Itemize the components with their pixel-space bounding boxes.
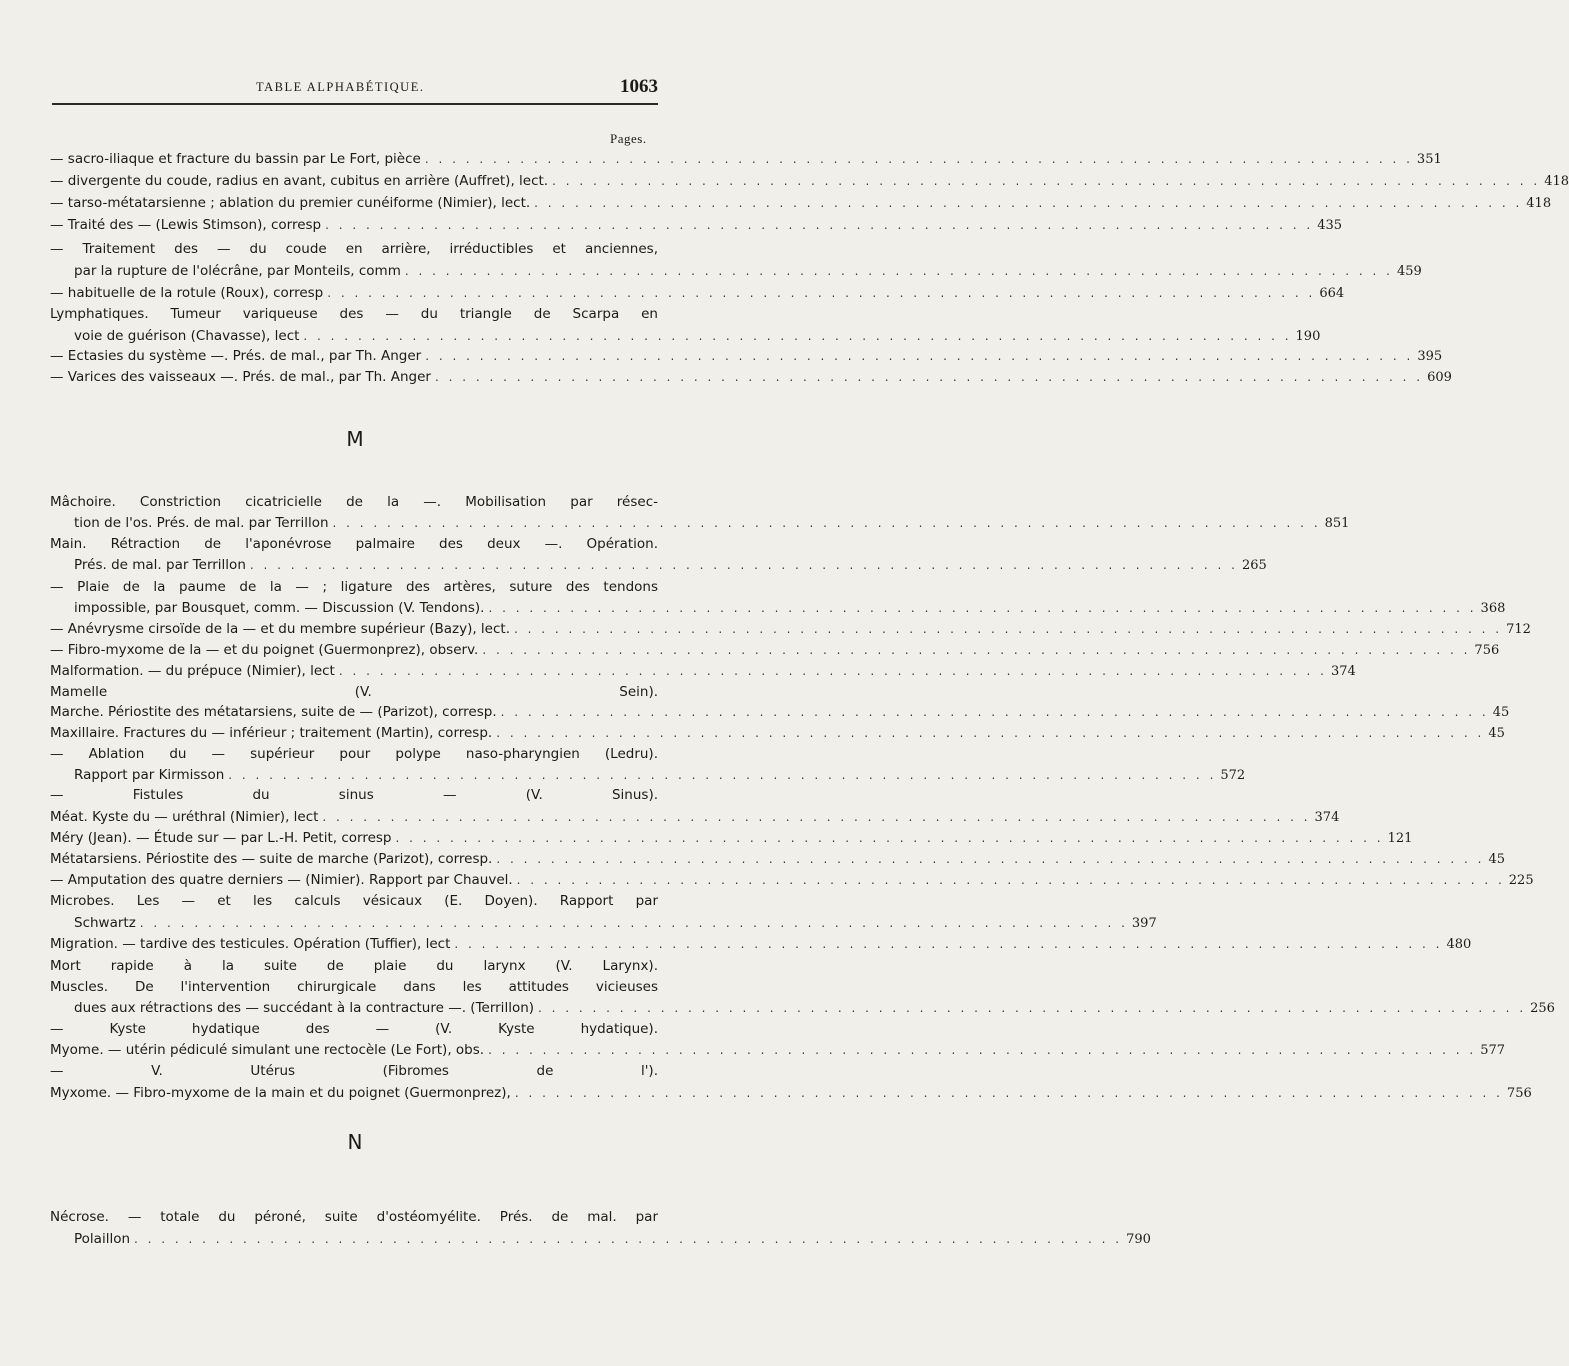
index-line	[50, 1018, 658, 1040]
page-reference: 225	[1508, 873, 1534, 888]
entry-text: dues aux rétractions des — succédant à la contracture —. (Terrillon)	[74, 1000, 535, 1016]
index-line	[50, 303, 658, 325]
index-line	[50, 1060, 658, 1082]
entry-text: Prés. de mal. par Terrillon	[74, 557, 246, 573]
index-line	[50, 933, 1472, 955]
dot-leader	[496, 848, 1484, 870]
entry-text: — Traité des — (Lewis Stimson), corresp	[50, 217, 322, 233]
page-reference: 374	[1330, 664, 1356, 679]
index-line	[50, 491, 658, 513]
index-line	[50, 576, 658, 598]
page-reference: 418	[1526, 196, 1552, 211]
entry-text: Rapport par Kirmisson	[74, 767, 225, 783]
entry-text: Myome. — utérin pédiculé simulant une rectocèle (Le Fort), obs.	[50, 1042, 485, 1058]
dot-leader	[538, 997, 1526, 1019]
entry-text: — Fibro-myxome de la — et du poignet (Guermonprez), observ.	[50, 642, 479, 658]
dot-leader	[552, 170, 1540, 192]
dot-leader	[134, 1228, 1122, 1250]
entry-text: — habituelle de la rotule (Roux), corresp	[50, 285, 324, 301]
dot-leader	[482, 639, 1470, 661]
entry-text: Métatarsiens. Périostite des — suite de marche (Parizot), corresp.	[50, 851, 493, 867]
dot-leader	[333, 512, 1321, 534]
page-reference: 790	[1126, 1232, 1151, 1247]
dot-leader	[325, 214, 1313, 236]
page-reference: 480	[1446, 937, 1472, 952]
index-line	[74, 597, 1506, 619]
page-reference: 572	[1220, 768, 1246, 783]
page-reference: 756	[1506, 1086, 1532, 1101]
index-line	[74, 912, 1157, 934]
index-line	[50, 976, 658, 998]
page-reference: 265	[1241, 558, 1267, 573]
page-reference: 435	[1317, 218, 1343, 233]
page-reference: 368	[1480, 601, 1506, 616]
entry-text: Maxillaire. Fractures du — inférieur ; traitement (Martin), corresp.	[50, 725, 493, 741]
entry-text: — Plaie de la paume de la — ; ligature des artères, suture des tendons	[50, 579, 658, 595]
page-reference: 190	[1295, 329, 1321, 344]
index-line	[50, 743, 658, 765]
entry-text: — Ectasies du système —. Prés. de mal., par Th. Anger	[50, 348, 422, 364]
entry-text: Main. Rétraction de l'aponévrose palmaire des deux —. Opération.	[50, 536, 658, 552]
entry-text: Marche. Périostite des métatarsiens, suite de — (Parizot), corresp.	[50, 704, 497, 720]
index-line	[74, 260, 1422, 282]
index-line	[50, 366, 1452, 388]
entry-text: impossible, par Bousquet, comm. — Discussion (V. Tendons).	[74, 600, 485, 616]
page-reference: 45	[1488, 852, 1505, 867]
index-line	[74, 512, 1350, 534]
dot-leader	[395, 827, 1383, 849]
dot-leader	[488, 597, 1476, 619]
page-number: 1063	[620, 76, 658, 97]
dot-leader	[501, 701, 1489, 723]
page-reference: 374	[1314, 810, 1340, 825]
page-reference: 851	[1324, 516, 1350, 531]
index-line	[50, 639, 1500, 661]
page-reference: 459	[1396, 264, 1422, 279]
index-line	[50, 1039, 1506, 1061]
page-reference: 45	[1492, 705, 1510, 720]
dot-leader	[228, 764, 1216, 786]
entry-text: — Amputation des quatre derniers — (Nimier). Rapport par Chauvel.	[50, 872, 513, 888]
page-reference: 256	[1530, 1001, 1555, 1016]
index-line	[50, 660, 1356, 682]
entry-text: — Fistules du sinus — (V. Sinus).	[50, 787, 658, 803]
dot-leader	[425, 345, 1413, 367]
index-line	[50, 722, 1505, 744]
entry-text: — divergente du coude, radius en avant, cubitus en arrière (Auffret), lect.	[50, 173, 549, 189]
index-line	[50, 238, 658, 260]
entry-text: Mâchoire. Constriction cicatricielle de la —. Mobilisation par résec-	[50, 494, 658, 510]
entry-text: Migration. — tardive des testicules. Opération (Tuffier), lect	[50, 936, 451, 952]
page-reference: 121	[1387, 831, 1413, 846]
dot-leader	[327, 282, 1315, 304]
entry-text: — Traitement des — du coude en arrière, irréductibles et anciennes,	[50, 241, 658, 257]
dot-leader	[425, 148, 1413, 170]
index-line	[50, 214, 1343, 236]
index-line	[50, 1206, 658, 1228]
index-line	[50, 618, 1531, 640]
dot-leader	[515, 1082, 1503, 1104]
entry-text: Nécrose. — totale du péroné, suite d'ostéomyélite. Prés. de mal. par	[50, 1209, 658, 1225]
page-reference: 577	[1480, 1043, 1506, 1058]
dot-leader	[322, 806, 1310, 828]
dot-leader	[250, 554, 1238, 576]
entry-text: par la rupture de l'olécrâne, par Monteils, comm	[74, 263, 401, 279]
dot-leader	[140, 912, 1128, 934]
index-line	[50, 869, 1534, 891]
page-reference: 45	[1488, 726, 1505, 741]
entry-text: Polaillon	[74, 1231, 131, 1247]
section-letter-n: N	[347, 1130, 363, 1154]
section-letter-m: M	[346, 427, 364, 451]
index-line	[50, 848, 1505, 870]
page-reference: 712	[1506, 622, 1531, 637]
pages-column-label: Pages.	[610, 131, 647, 146]
entry-text: tion de l'os. Prés. de mal. par Terrillon	[74, 515, 329, 531]
index-line	[50, 345, 1443, 367]
index-line	[50, 806, 1340, 828]
entry-text: Lymphatiques. Tumeur variqueuse des — du triangle de Scarpa en	[50, 306, 658, 322]
dot-leader	[488, 1039, 1476, 1061]
index-line	[74, 554, 1267, 576]
index-line	[74, 325, 1321, 347]
page-reference: 756	[1474, 643, 1500, 658]
page-reference: 418	[1544, 174, 1569, 189]
page-reference: 351	[1416, 152, 1442, 167]
index-line	[50, 192, 1552, 214]
entry-text: — Kyste hydatique des — (V. Kyste hydatique).	[50, 1021, 658, 1037]
page-reference: 395	[1417, 349, 1443, 364]
entry-text: — Anévrysme cirsoïde de la — et du membre supérieur (Bazy), lect.	[50, 621, 510, 637]
entry-text: Malformation. — du prépuce (Nimier), lect	[50, 663, 335, 679]
index-line	[50, 784, 658, 806]
dot-leader	[514, 618, 1502, 640]
dot-leader	[454, 933, 1442, 955]
dot-leader	[405, 260, 1393, 282]
index-line	[50, 282, 1345, 304]
entry-text: Méat. Kyste du — uréthral (Nimier), lect	[50, 809, 319, 825]
index-line	[50, 170, 1569, 192]
index-line	[50, 1082, 1532, 1104]
index-line	[50, 533, 658, 555]
entry-text: Méry (Jean). — Étude sur — par L.-H. Petit, corresp	[50, 830, 392, 846]
index-line	[50, 827, 1413, 849]
running-header	[46, 78, 658, 98]
index-line	[74, 764, 1246, 786]
dot-leader	[435, 366, 1423, 388]
index-line	[50, 681, 658, 703]
page-reference: 664	[1319, 286, 1345, 301]
dot-leader	[496, 722, 1484, 744]
entry-text: Muscles. De l'intervention chirurgicale dans les attitudes vicieuses	[50, 979, 658, 995]
entry-text: Myxome. — Fibro-myxome de la main et du poignet (Guermonprez),	[50, 1085, 511, 1101]
entry-text: — tarso-métatarsienne ; ablation du premier cunéiforme (Nimier), lect.	[50, 195, 531, 211]
entry-text: Mort rapide à la suite de plaie du larynx (V. Larynx).	[50, 958, 658, 974]
index-line	[50, 890, 658, 912]
entry-text: Mamelle (V. Sein).	[50, 684, 658, 700]
entry-text: — sacro-iliaque et fracture du bassin par Le Fort, pièce	[50, 151, 421, 167]
entry-text: Microbes. Les — et les calculs vésicaux (E. Doyen). Rapport par	[50, 893, 658, 909]
dot-leader	[517, 869, 1505, 891]
index-line	[50, 148, 1442, 170]
dot-leader	[303, 325, 1291, 347]
entry-text: — Varices des vaisseaux —. Prés. de mal., par Th. Anger	[50, 369, 431, 385]
index-line	[50, 701, 1510, 723]
index-line	[74, 1228, 1151, 1250]
page-reference: 397	[1131, 916, 1157, 931]
header-rule	[52, 103, 658, 105]
index-line	[50, 955, 658, 977]
page-reference: 609	[1427, 370, 1452, 385]
entry-text: — Ablation du — supérieur pour polype naso-pharyngien (Ledru).	[50, 746, 658, 762]
dot-leader	[534, 192, 1522, 214]
entry-text: Schwartz	[74, 915, 136, 931]
entry-text: — V. Utérus (Fibromes de l').	[50, 1063, 658, 1079]
entry-text: voie de guérison (Chavasse), lect	[74, 328, 300, 344]
index-line	[74, 997, 1555, 1019]
dot-leader	[339, 660, 1327, 682]
header-title: TABLE ALPHABÉTIQUE.	[256, 80, 425, 94]
